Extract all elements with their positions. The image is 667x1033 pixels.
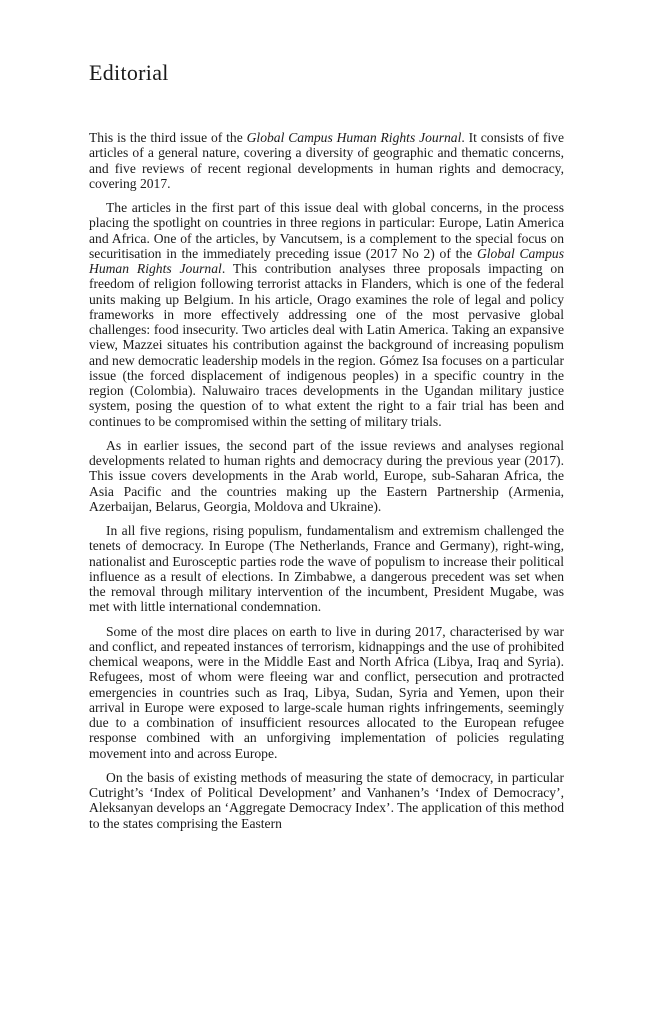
journal-title-italic: Global Campus Human Rights Journal — [89, 245, 565, 276]
paragraph-4 — [89, 523, 564, 615]
text-run: As in earlier issues, the second part of the issue reviews and analyses regional developments related to human rights and democracy during the previous year (2017). This issue covers developments in the Arab world, Europe, sub-Saharan Africa, the Asia Pacific and the countries making up the Eastern Partnership (Armenia, Azerbaijan, Belarus, Georgia, Moldova and Ukraine). — [89, 437, 564, 514]
text-run: The articles in the first part of this issue deal with global concerns, in the process placing the spotlight on countries in three regions in particular: Europe, Latin America and Africa. One of the articles, by Vancutsem, is a complement to the special focus on securitisation in the immediately preceding issue (2017 No 2) of the — [89, 200, 564, 261]
text-run: Some of the most dire places on earth to live in during 2017, characterised by war and conflict, and repeated instances of terrorism, kidnappings and the use of prohibited chemical weapons, were in the Middle East and North Africa (Libya, Iraq and Syria). Refugees, most of whom were fleeing war and conflict, persecution and protracted emergencies in countries such as Iraq, Libya, Sudan, Syria and Yemen, upon their arrival in Europe were exposed to large-scale human rights infringements, seemingly due to a combination of insufficient resources allocated to the European refugee response combined with an unforgiving implementation of policies regulating movement into and across Europe. — [89, 623, 564, 761]
page-title: Editorial — [89, 60, 169, 85]
paragraph-2 — [89, 200, 564, 429]
text-run: . This contribution analyses three proposals impacting on freedom of religion following terrorist attacks in Flanders, which is one of the federal units making up Belgium. In his article, Orago examines the role of legal and policy frameworks in more effectively addressing one of the most pervasive global challenges: food insecurity. Two articles deal with Latin America. Taking an expansive view, Mazzei situates his contribution against the background of increasing populism and new democratic leadership models in the region. Gómez Isa focuses on a particular issue (the forced displacement of indigenous peoples) in a specific country in the region (Colombia). Naluwairo traces developments in the Ugandan military justice system, posing the question of to what extent the right to a fair trial has been and continues to be compromised within the setting of military trials. — [89, 261, 564, 429]
paragraph-5 — [89, 624, 564, 761]
paragraph-1 — [89, 130, 564, 191]
text-run: This is the third issue of the — [89, 130, 247, 145]
text-run: On the basis of existing methods of measuring the state of democracy, in particular Cutright’s ‘Index of Political Development’ and Vanhanen’s ‘Index of Democracy’, Aleksanyan develops an ‘Aggregate Democracy Index’. The application of this method to the states comprising the Eastern — [89, 769, 564, 831]
text-run: In all five regions, rising populism, fundamentalism and extremism challenged the tenets of democracy. In Europe (The Netherlands, France and Germany), right-wing, nationalist and Eurosceptic parties rode the wave of populism to increase their political influence as a result of elections. In Zimbabwe, a dangerous precedent was set when the removal through military intervention of the incumbent, President Mugabe, was met with little international condemnation. — [89, 523, 564, 615]
text-run: . It consists of five articles of a general nature, covering a diversity of geographic and thematic concerns, and five reviews of recent regional developments in human rights and democracy, covering 2017. — [89, 130, 564, 191]
journal-title-italic: Global Campus Human Rights Journal — [246, 130, 462, 145]
paragraph-6 — [89, 770, 564, 831]
paragraph-3 — [89, 438, 564, 514]
article-body — [89, 130, 564, 840]
